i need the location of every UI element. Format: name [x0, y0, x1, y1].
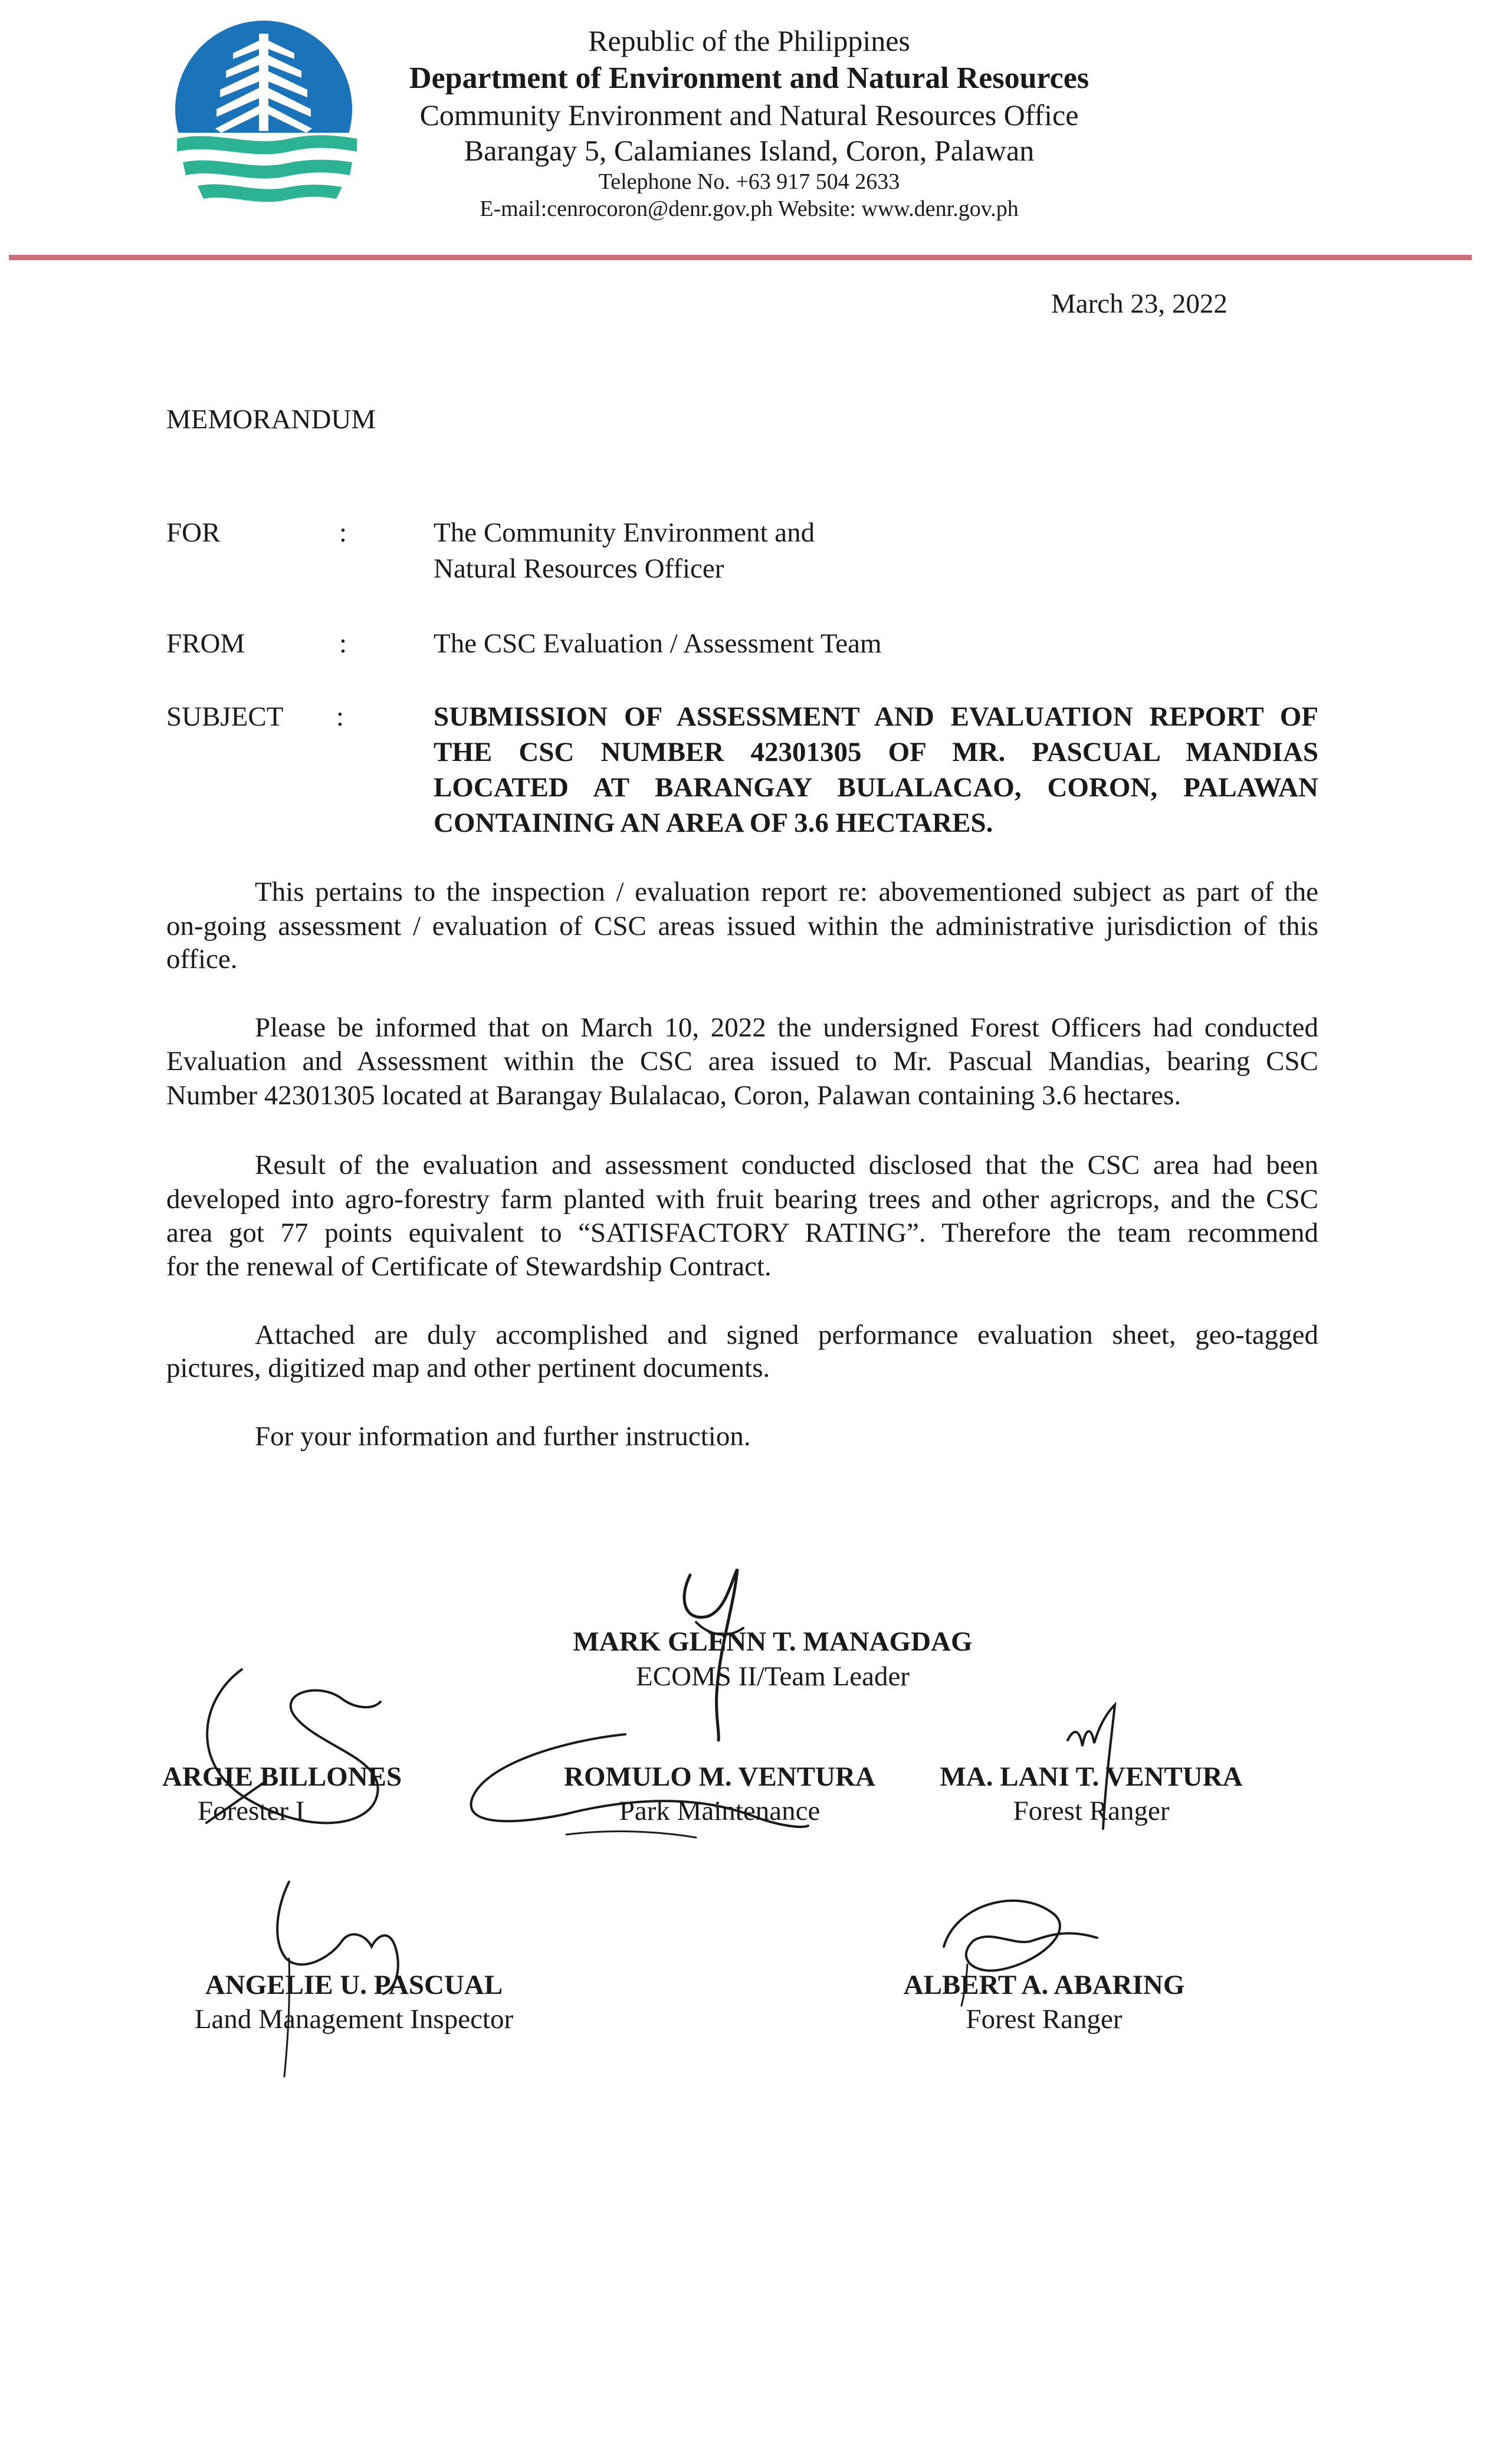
subject-line: SUBMISSION OF ASSESSMENT AND EVALUATION REPORT OF	[434, 701, 1318, 732]
signatory-name-romulo: ROMULO M. VENTURA	[564, 1761, 875, 1792]
subject-line: CONTAINING AN AREA OF 3.6 HECTARES.	[434, 808, 993, 838]
signatory-name-lani: MA. LANI T. VENTURA	[940, 1761, 1243, 1792]
signatory-role-albert: Forest Ranger	[966, 2004, 1123, 2035]
paragraph-3-line: area got 77 points equivalent to “SATISFACTORY RATING”. Therefore the team recommend	[166, 1218, 1318, 1248]
memo-title: MEMORANDUM	[166, 404, 376, 435]
paragraph-3-line: Result of the evaluation and assessment conducted disclosed that the CSC area had been	[255, 1150, 1318, 1180]
signatory-role-argie: Forester I	[198, 1796, 305, 1826]
paragraph-4-line: pictures, digitized map and other pertinent documents.	[166, 1353, 770, 1383]
for-label: FOR	[166, 517, 221, 548]
paragraph-1-line: This pertains to the inspection / evaluation report re: abovementioned subject as part of the	[255, 877, 1318, 907]
subject-colon: :	[336, 701, 344, 732]
paragraph-1-line: office.	[166, 944, 238, 975]
paragraph-3-line: for the renewal of Certificate of Stewardship Contract.	[166, 1251, 772, 1282]
subject-line: THE CSC NUMBER 42301305 OF MR. PASCUAL MANDIAS	[434, 737, 1318, 767]
signatory-role-romulo: Park Maintenance	[619, 1796, 821, 1826]
letterhead-republic: Republic of the Philippines	[588, 24, 910, 57]
paragraph-2-line: Please be informed that on March 10, 2022 the undersigned Forest Officers had conducted	[255, 1012, 1318, 1043]
paragraph-3-line: developed into agro-forestry farm planted with fruit bearing trees and other agricrops, and the CSC	[166, 1184, 1318, 1215]
paragraph-4-line: Attached are duly accomplished and signed performance evaluation sheet, geo-tagged	[255, 1320, 1318, 1350]
subject-line: LOCATED AT BARANGAY BULALACAO, CORON, PALAWAN	[434, 772, 1318, 803]
from-colon: :	[339, 628, 347, 659]
signatory-name-argie: ARGIE BILLONES	[162, 1761, 402, 1792]
signatory-name-angelie: ANGELIE U. PASCUAL	[205, 1970, 503, 2000]
from-value: The CSC Evaluation / Assessment Team	[434, 628, 882, 659]
letterhead-department: Department of Environment and Natural Resources	[409, 61, 1089, 95]
paragraph-2-line: Evaluation and Assessment within the CSC area issued to Mr. Pascual Mandias, bearing CSC	[166, 1046, 1318, 1077]
subject-label: SUBJECT	[166, 701, 284, 732]
for-colon: :	[339, 517, 347, 548]
for-value-line: Natural Resources Officer	[434, 553, 724, 584]
signatory-role-angelie: Land Management Inspector	[194, 2004, 514, 2035]
signatory-name-albert: ALBERT A. ABARING	[903, 1970, 1185, 2000]
letterhead-telephone: Telephone No. +63 917 504 2633	[598, 169, 900, 194]
letterhead-contact: E-mail:cenrocoron@denr.gov.ph Website: www.denr.gov.ph	[480, 196, 1019, 221]
letterhead-address: Barangay 5, Calamianes Island, Coron, Palawan	[464, 134, 1035, 167]
from-label: FROM	[166, 628, 245, 659]
letterhead-office: Community Environment and Natural Resources Office	[419, 99, 1079, 132]
paragraph-5-line: For your information and further instruction.	[255, 1421, 751, 1452]
signatory-role-lani: Forest Ranger	[1013, 1796, 1170, 1826]
for-value-line: The Community Environment and	[434, 517, 815, 548]
signatory-role-mark: ECOMS II/Team Leader	[636, 1661, 910, 1692]
memo-date: March 23, 2022	[1051, 288, 1228, 319]
letterhead-divider	[9, 255, 1472, 260]
paragraph-1-line: on-going assessment / evaluation of CSC areas issued within the administrative jurisdiction of this	[166, 911, 1318, 941]
signatory-name-mark: MARK GLENN T. MANAGDAG	[573, 1626, 973, 1657]
paragraph-2-line: Number 42301305 located at Barangay Bulalacao, Coron, Palawan containing 3.6 hectares.	[166, 1080, 1182, 1111]
